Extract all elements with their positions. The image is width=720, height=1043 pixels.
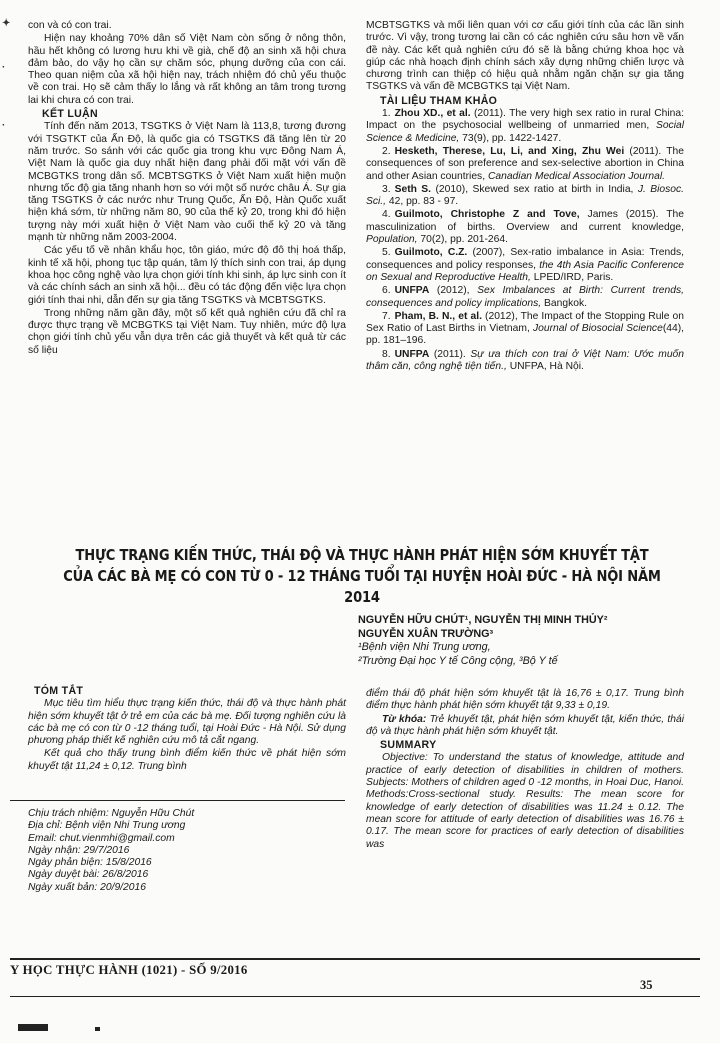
- reference-text: (2012),: [429, 285, 478, 297]
- reference-journal: Social Science & Medicine,: [366, 120, 684, 144]
- reference-journal: Sex Imbalances at Birth: Current trends, consequences and policy implications,: [366, 285, 684, 309]
- keywords-text: Trẻ khuyết tật, phát hiện sớm khuyết tật, kiến thức, thái độ và thực hành phát hiện sớm khuyết tật.: [366, 713, 684, 737]
- reference-text: 42, pp. 83 - 97.: [386, 196, 459, 208]
- reference-item: [366, 184, 684, 209]
- reference-text: (2007), Sex-ratio imbalance in Asia: Trends, consequences and policy responses,: [366, 247, 684, 271]
- margin-mark: ·: [2, 120, 6, 131]
- abstract-paragraph: Mục tiêu tìm hiểu thực trạng kiến thức, thái độ và thực hành phát hiện sớm khuyết tật ở trẻ em của các bà mẹ. Đối tượng nghiên cứu là các bà mẹ có con từ 0 -12 tháng tuổi, tại Hoài Đức - Hà Nội. Sử dụng phương pháp thiết kế nghiên cứu mô tả cắt ngang.: [28, 698, 346, 747]
- reference-text: (2011).: [429, 348, 471, 360]
- reference-journal: the 4th Asia Pacific Conference on Sexual and Reproductive Health,: [366, 259, 684, 283]
- reference-number: 2.: [382, 145, 391, 157]
- reference-author: Hesketh, Therese, Lu, Li, and Xing, Zhu Wei: [394, 145, 625, 157]
- paragraph: con và có con trai.: [28, 20, 112, 31]
- reference-text: (2011). The consequences of son preference and sex-selective abortion in China and other Asian countries,: [366, 145, 685, 182]
- paragraph: Trong những năm gần đây, một số kết quả nghiên cứu đã chỉ ra được thực trạng về MCBGTKS tại Việt Nam. Tuy nhiên, mức độ lựa chọn giới tính chủ yếu vẫn dựa trên các giả thuyết và kết quả từ các số liệu: [28, 307, 346, 356]
- scan-mark: [95, 1027, 100, 1031]
- correspondence-box: [10, 808, 350, 894]
- reference-author: Seth S.: [394, 183, 432, 195]
- reference-number: 8.: [382, 348, 391, 360]
- article-title-line: CỦA CÁC BÀ MẸ CÓ CON TỪ 0 - 12 THÁNG TUỔI TẠI HUYỆN HOÀI ĐỨC - HÀ NỘI NĂM 2014: [63, 567, 661, 606]
- reference-text: (2012), The Impact of the Stopping Rule on Sex Ratio of Last Births in Vietnam,: [366, 310, 684, 335]
- reference-author: Pham, B. N., et al.: [394, 310, 482, 322]
- reference-item: [366, 146, 684, 183]
- paragraph: Hiện nay khoảng 70% dân số Việt Nam còn sống ở nông thôn, hầu hết không có lương hưu khi về già, chế độ an sinh xã hội chưa đảm bảo, do vậy họ cần sự chăm sóc, phụng dưỡng của con cái. Theo quan niệm của xã hội hiện nay, trách nhiệm đó chủ yếu thuộc về con trai. Họ sẽ cảm thấy lo lắng và rất không an tâm trong tương lai khi chưa có con trai.: [28, 33, 346, 106]
- keywords: [366, 714, 684, 739]
- reference-text: 73(9), pp. 1422-1427.: [459, 132, 562, 144]
- reference-author: Zhou XD., et al.: [394, 108, 471, 120]
- margin-mark: ·: [2, 62, 6, 73]
- paragraph: Các yếu tố về nhân khẩu học, tôn giáo, mức độ đô thị hoá thấp, kinh tế xã hội, phong tục tập quán, tâm lý thích sinh con trai, áp dụng khoa học công nghệ vào lựa chọn giới tính khi sinh, áp lực sinh con ít và các chính sách an sinh xã hội... đều có tác động đến việc lựa chọn giới tính thai nhi, dẫn đến sự gia tăng TSGTKS và MCBTSGTKS.: [28, 245, 346, 306]
- section-heading: KẾT LUẬN: [42, 108, 98, 121]
- summary-heading: SUMMARY: [380, 739, 437, 752]
- page-number: 35: [640, 978, 653, 992]
- reference-author: UNFPA: [394, 348, 430, 360]
- abstract-paragraph: điểm thái độ phát hiện sớm khuyết tật là 16,76 ± 0,17. Trung bình điểm thực hành phát hiện sớm khuyết tật 9,33 ± 0,19.: [366, 688, 684, 712]
- left-column-top: [28, 20, 346, 358]
- reference-text: 70(2), pp. 201-264.: [417, 234, 508, 246]
- reference-journal: Canadian Medical Association Journal.: [487, 170, 665, 182]
- reference-journal: J. Biosoc. Sci.,: [366, 183, 684, 208]
- reference-item: [366, 108, 684, 145]
- keywords-label: Từ khóa:: [382, 713, 427, 725]
- reference-item: [366, 311, 684, 348]
- right-column-top: [366, 20, 684, 374]
- reference-author: Guilmoto, C.Z.: [394, 247, 468, 259]
- paragraph: Tính đến năm 2013, TSGTKS ở Việt Nam là 113,8, tương đương với TSGTKT của Ấn Độ, là quốc gia có TSGTKS đã tăng lên từ 20 năm trước. So sánh với các quốc gia trong khu vực Đông Nam Á, Việt Nam là quốc gia duy nhất hiện đang phải đối mặt với vấn đề MCBGTKS trong dân số. MCBTSGTKS ở Việt Nam xuất hiện muộn nhưng tốc độ gia tăng nhanh hơn so với một số nước châu Á. Sự gia tăng TSGTKS ở các nước như Trung Quốc, Ấn Độ, Hàn Quốc xuất hiện khá sớm, từ những năm 80, 90 của thế kỷ 20, trong khi đó hiện tượng này mới xuất hiện ở Việt Nam vào cuối thế kỷ 20 và tăng mạnh từ những năm 2003-2004.: [28, 121, 346, 244]
- divider: [10, 800, 345, 801]
- reference-number: 6.: [382, 285, 391, 297]
- correspondence-line: Ngày xuất bản: 20/9/2016: [28, 881, 146, 893]
- correspondence-line: Ngày duyệt bài: 26/8/2016: [28, 869, 149, 881]
- reference-list: [366, 108, 684, 373]
- reference-text: (44), pp. 181–196.: [366, 323, 684, 347]
- reference-item: [366, 349, 684, 374]
- reference-author: UNFPA: [394, 285, 430, 297]
- reference-author: Guilmoto, Christophe Z and Tove,: [394, 209, 580, 221]
- footer-rule-bottom: [10, 996, 700, 997]
- affiliation: ²Trường Đại học Y tế Công cộng, ³Bộ Y tế: [358, 654, 558, 667]
- reference-number: 1.: [382, 108, 391, 120]
- footer-rule: [10, 958, 700, 960]
- correspondence-line: Chịu trách nhiệm: Nguyễn Hữu Chút: [28, 808, 195, 819]
- reference-text: LPED/IRD, Paris.: [530, 271, 614, 283]
- references-heading: TÀI LIỆU THAM KHẢO: [380, 94, 498, 107]
- correspondence-line: Ngày phản biện: 15/8/2016: [28, 857, 152, 869]
- article-title: [61, 545, 663, 608]
- author-names: NGUYỄN XUÂN TRƯỜNG³: [358, 627, 494, 640]
- reference-text: (2011). The very high sex ratio in rural China: Impact on the psychosocial wellbeing of unmarried men,: [366, 108, 684, 132]
- reference-text: Bangkok.: [541, 297, 587, 309]
- journal-footer: Y HỌC THỰC HÀNH (1021) - SỐ 9/2016: [10, 963, 248, 977]
- article-title-line: THỰC TRẠNG KIẾN THỨC, THÁI ĐỘ VÀ THỰC HÀNH PHÁT HIỆN SỚM KHUYẾT TẬT: [75, 546, 649, 564]
- reference-number: 4.: [382, 209, 391, 221]
- reference-number: 5.: [382, 247, 391, 259]
- authors-block: [358, 614, 698, 668]
- abstract-paragraph: Kết quả cho thấy trung bình điểm kiến thức về phát hiện sớm khuyết tật 11,24 ± 0,12. Trung bình: [28, 748, 346, 772]
- margin-mark: ✦: [2, 18, 11, 29]
- correspondence-line: Email: chut.vienmhi@gmail.com: [28, 832, 175, 844]
- reference-text: James (2015). The masculinization of births. Overview and current knowledge,: [366, 209, 685, 233]
- summary-text: Objective: To understand the status of knowledge, attitude and practice of early detection of disabilities in children of mothers. Subjects: Mothers of children aged 0 -12 months, in Hoai Duc, Hanoi. Methods:Cross-sectional study. Results: The mean score for knowledge of early detection of disabilities was 11.24 ± 0.12. The mean score for attitude of early detection of disabilities was 16.76 ± 0.17. The mean score for practices of early detection of disabilities was: [366, 752, 684, 850]
- author-names: NGUYỄN HỮU CHÚT¹, NGUYỄN THỊ MINH THỦY²: [358, 614, 608, 626]
- reference-journal: Sự ưa thích con trai ở Việt Nam: Ước muốn thâm căn, công nghệ tiện tiến.,: [366, 348, 684, 373]
- reference-item: [366, 247, 684, 284]
- affiliation: ¹Bệnh viện Nhi Trung ương,: [358, 641, 491, 653]
- reference-item: [366, 285, 684, 310]
- reference-number: 7.: [382, 310, 391, 322]
- correspondence-line: Địa chỉ: Bệnh viện Nhi Trung ương: [28, 820, 186, 832]
- reference-text: UNFPA, Hà Nội.: [506, 361, 584, 373]
- reference-number: 3.: [382, 183, 391, 195]
- reference-text: (2010), Skewed sex ratio at birth in India,: [431, 183, 638, 195]
- abstract-vn: [28, 684, 346, 774]
- reference-journal: Journal of Biosocial Science: [533, 323, 663, 335]
- scan-mark: [18, 1024, 48, 1031]
- abstract-heading: TÓM TẮT: [34, 685, 84, 697]
- reference-journal: Population,: [366, 234, 418, 246]
- paragraph: MCBTSGTKS và mối liên quan với cơ cấu giới tính của các lần sinh trước. Vì vậy, trong tương lai cần có các nghiên cứu sâu hơn về vấn đề này. Các kết quả nghiên cứu đó sẽ là bằng chứng khoa học và giúp các nhà hoạch định chính sách xây dựng những chiến lược và chương trình can thiệp có hiệu quả nhằm ngăn chặn sự gia tăng TSGTKS và vấn đề MCBGTKS tại Việt Nam.: [366, 20, 684, 93]
- reference-item: [366, 209, 684, 246]
- correspondence-line: Ngày nhận: 29/7/2016: [28, 844, 130, 856]
- right-column-bottom: [366, 688, 684, 852]
